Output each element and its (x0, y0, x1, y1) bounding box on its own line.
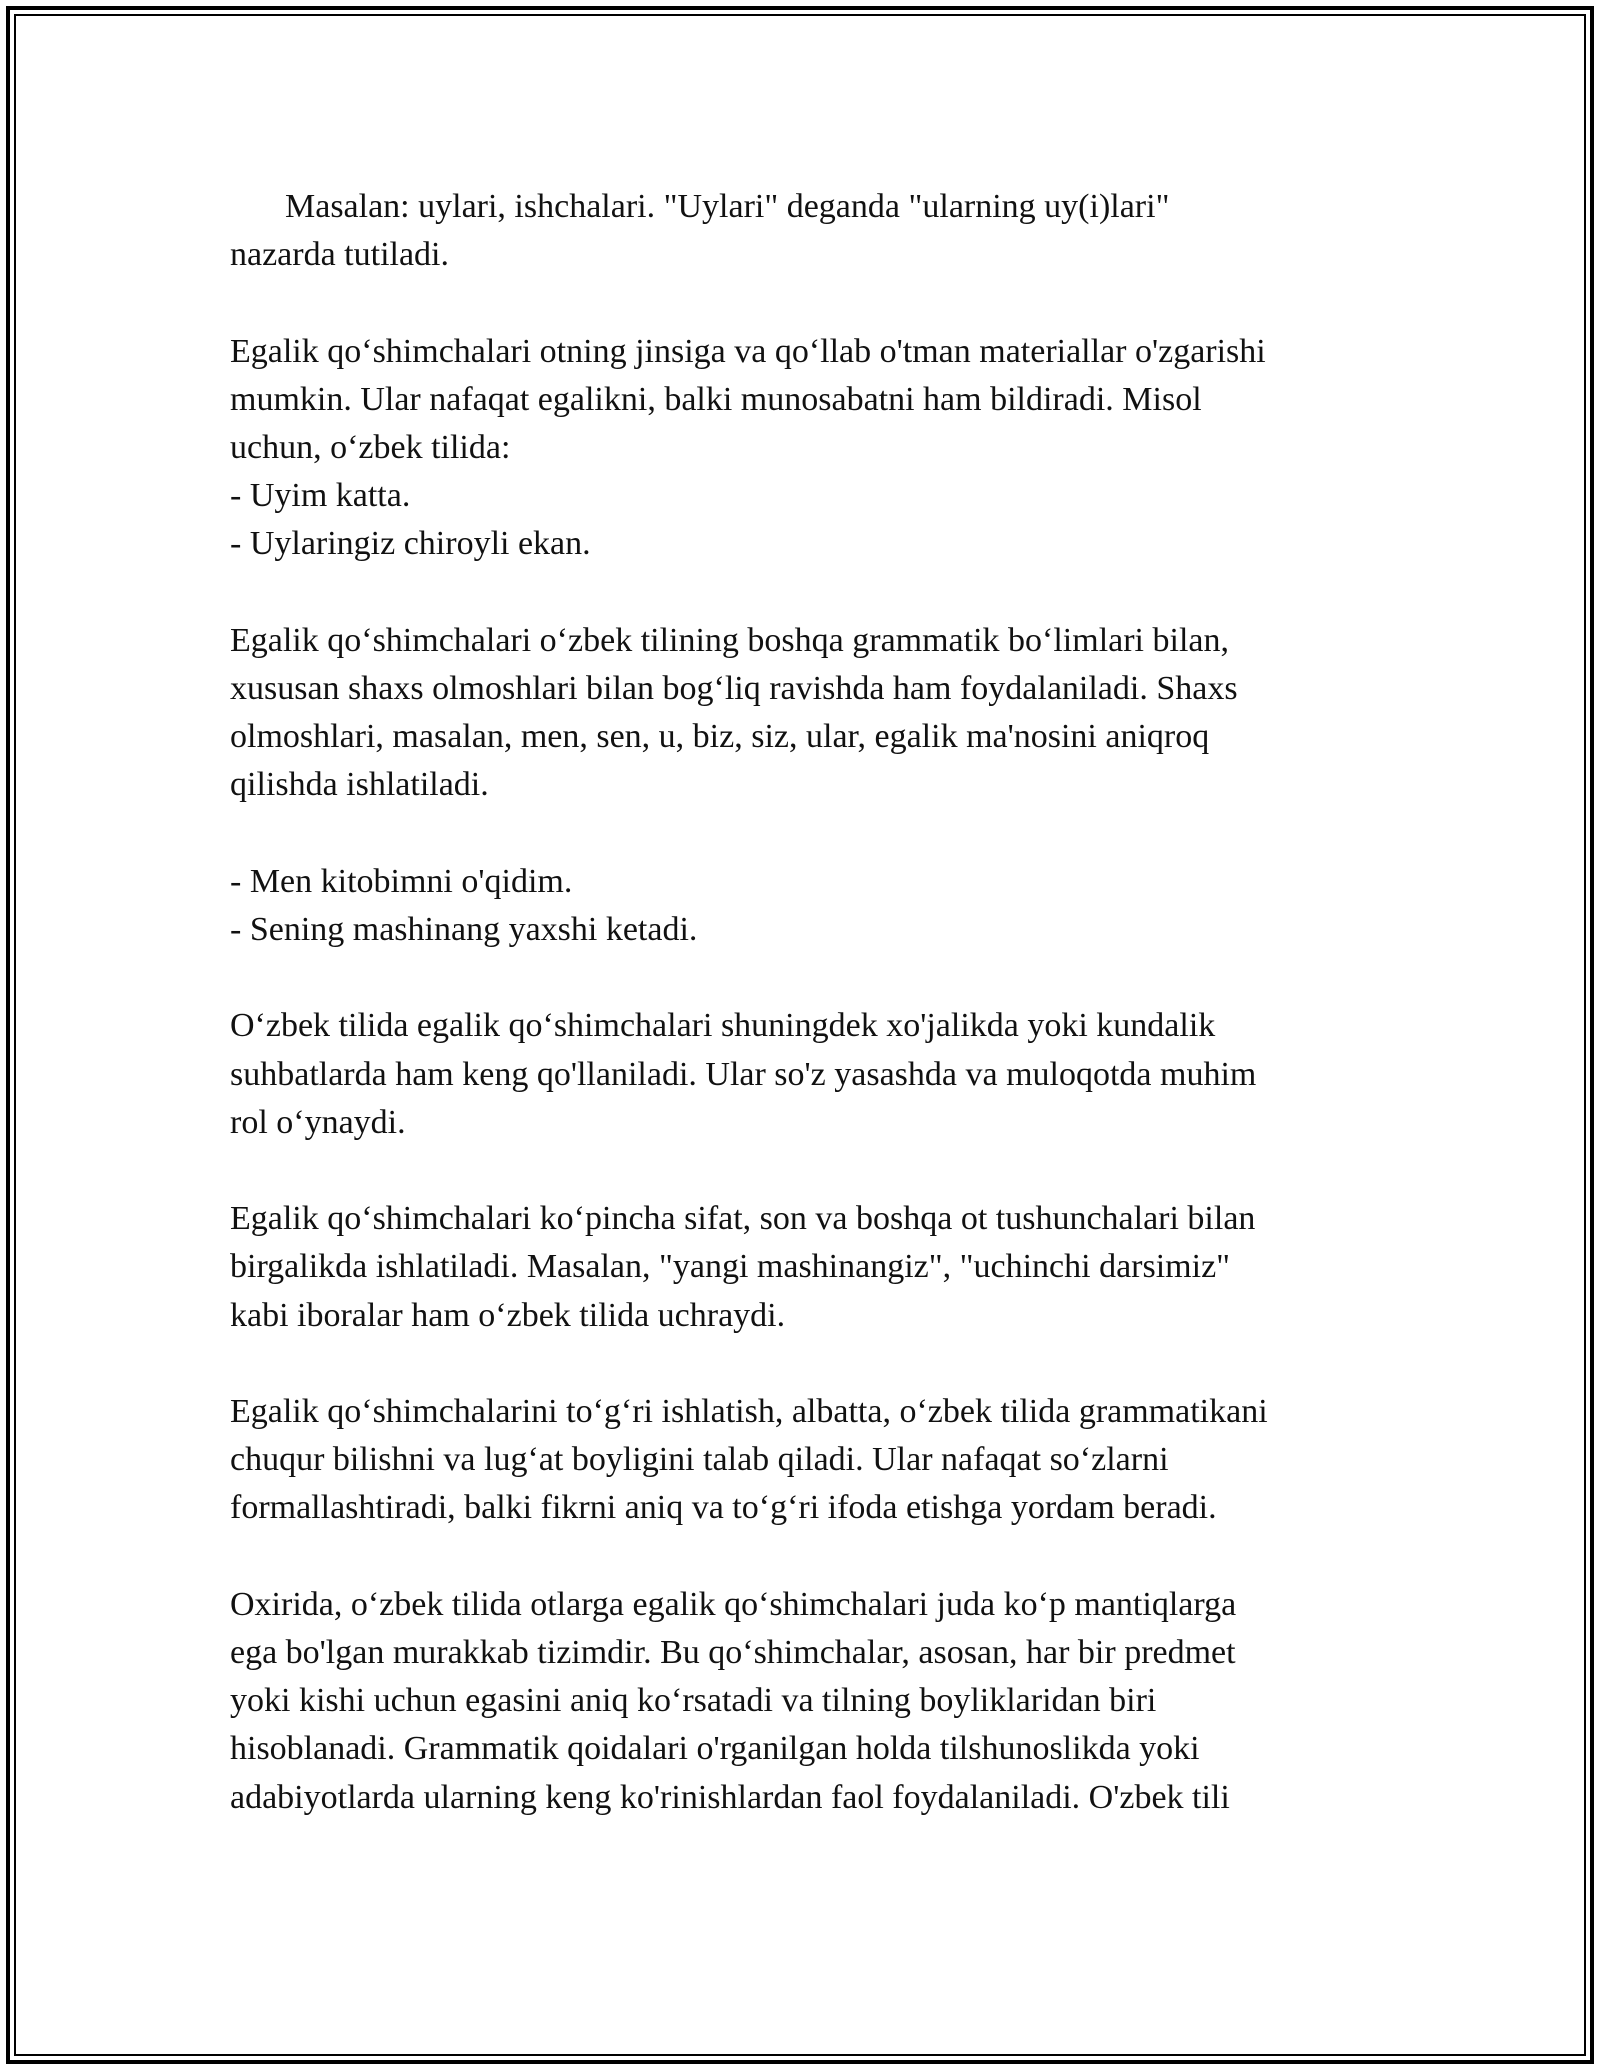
text-line: Egalik qo‘shimchalarini to‘g‘ri ishlatish, albatta, o‘zbek tilida grammatikani (230, 1392, 1268, 1430)
text-line: - Uylaringiz chiroyli ekan. (230, 525, 591, 563)
text-line: Egalik qo‘shimchalari otning jinsiga va qo‘llab o'tman materiallar o'zgarishi (230, 332, 1266, 370)
text-line: uchun, o‘zbek tilida: (230, 429, 511, 466)
paragraph (230, 858, 1390, 954)
text-line: Egalik qo‘shimchalari o‘zbek tilining boshqa grammatik bo‘limlari bilan, (230, 621, 1229, 659)
paragraph (230, 328, 1390, 569)
text-line: olmoshlari, masalan, men, sen, u, biz, siz, ular, egalik ma'nosini aniqroq (230, 718, 1210, 756)
paragraph (230, 183, 1390, 279)
text-line: - Men kitobimni o'qidim. (230, 862, 573, 900)
text-line: formallashtiradi, balki fikrni aniq va to‘g‘ri ifoda etishga yordam beradi. (230, 1489, 1217, 1527)
text-line: mumkin. Ular nafaqat egalikni, balki munosabatni ham bildiradi. Misol (230, 380, 1202, 418)
text-line: birgalikda ishlatiladi. Masalan, "yangi mashinangiz", "uchinchi darsimiz" (230, 1248, 1231, 1286)
text-line: Egalik qo‘shimchalari ko‘pincha sifat, son va boshqa ot tushunchalari bilan (230, 1200, 1256, 1238)
text-line: Masalan: uylari, ishchalari. "Uylari" deganda "ularning uy(i)lari" (285, 188, 1170, 225)
text-line: hisoblanadi. Grammatik qoidalari o'rganilgan holda tilshunoslikda yoki (230, 1730, 1200, 1768)
text-line: O‘zbek tilida egalik qo‘shimchalari shuningdek xo'jalikda yoki kundalik (230, 1007, 1216, 1045)
document-body (230, 183, 1390, 1822)
text-line: suhbatlarda ham keng qo'llaniladi. Ular so'z yasashda va muloqotda muhim (230, 1055, 1257, 1093)
paragraph (230, 1002, 1390, 1147)
text-line: nazarda tutiladi. (230, 236, 450, 274)
text-line: - Sening mashinang yaxshi ketadi. (230, 911, 698, 948)
text-line: adabiyotlarda ularning keng ko'rinishlardan faol foydalaniladi. O'zbek tili (230, 1778, 1230, 1816)
text-line: qilishda ishlatiladi. (230, 766, 489, 804)
paragraph (230, 1195, 1390, 1340)
paragraph (230, 1581, 1390, 1822)
text-line: yoki kishi uchun egasini aniq ko‘rsatadi va tilning boyliklaridan biri (230, 1682, 1157, 1720)
text-line: Oxirida, o‘zbek tilida otlarga egalik qo‘shimchalari juda ko‘p mantiqlarga (230, 1585, 1237, 1623)
paragraph (230, 1388, 1390, 1533)
paragraph (230, 617, 1390, 810)
text-line: rol o‘ynaydi. (230, 1103, 406, 1141)
text-line: kabi iboralar ham o‘zbek tilida uchraydi. (230, 1296, 786, 1334)
text-line: chuqur bilishni va lug‘at boyligini talab qiladi. Ular nafaqat so‘zlarni (230, 1441, 1169, 1479)
text-line: - Uyim katta. (230, 477, 411, 515)
text-line: ega bo'lgan murakkab tizimdir. Bu qo‘shimchalar, asosan, har bir predmet (230, 1633, 1236, 1671)
text-line: xususan shaxs olmoshlari bilan bog‘liq ravishda ham foydalaniladi. Shaxs (230, 670, 1238, 707)
